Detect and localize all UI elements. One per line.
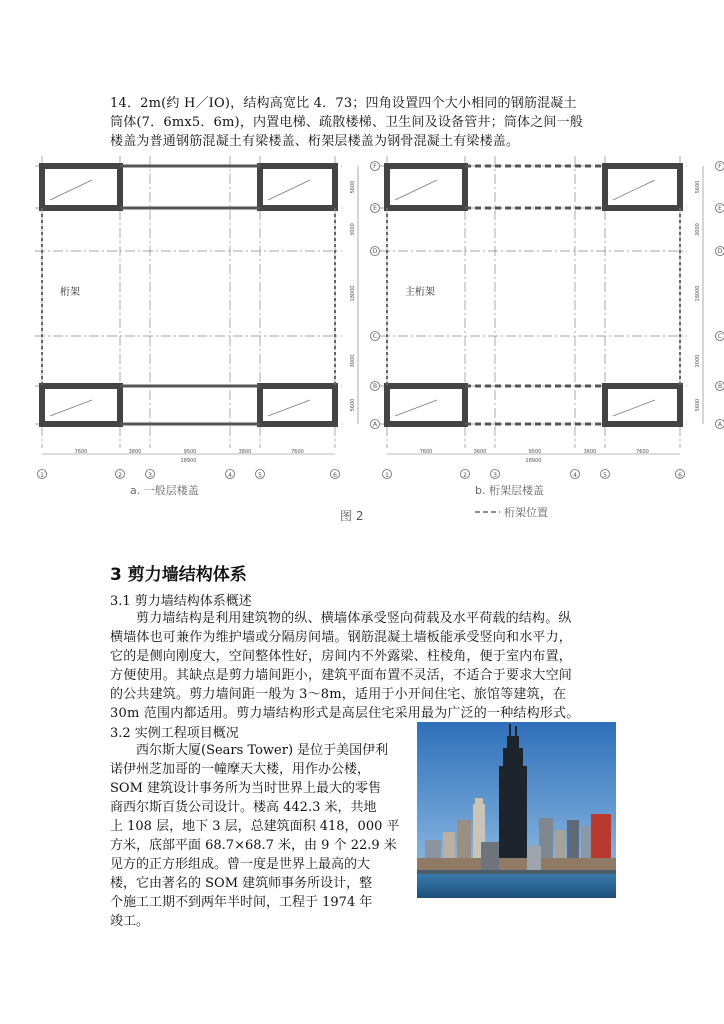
axis-label: 3 — [148, 472, 152, 479]
dimension-total: 28900 — [525, 458, 542, 464]
axis-label: C — [372, 333, 378, 340]
core-diagonal — [395, 400, 437, 416]
dimension-value: 5600 — [350, 398, 356, 412]
axis-label: E — [718, 205, 722, 212]
core-diagonal — [50, 400, 92, 416]
para1-line: 30m 范围内都适用。剪力墙结构形式是高层住宅采用最为广泛的一种结构形式。 — [110, 706, 580, 721]
dimension-value: 9500 — [528, 449, 542, 455]
axis-label: E — [373, 205, 377, 212]
para2-line: 个施工工期不到两年半时间，工程于 1974 年 — [110, 895, 373, 910]
axis-label: A — [717, 421, 723, 428]
dimension-value: 3000 — [695, 354, 701, 368]
sears-tower-photo — [417, 722, 616, 898]
para2-line: 方米，底部平面 68.7×68.7 米，由 9 个 22.9 米 — [110, 838, 397, 853]
axis-label: F — [373, 163, 377, 170]
dimension-value: 18000 — [695, 285, 701, 302]
axis-label: 2 — [118, 472, 122, 479]
subsection-3-1-title: 3.1 剪力墙结构体系概述 — [110, 594, 252, 609]
dimension-value: 9500 — [183, 449, 197, 455]
axis-label: 1 — [385, 472, 389, 479]
core-diagonal — [395, 180, 437, 200]
axis-label: D — [717, 248, 723, 255]
axis-label: 1 — [40, 472, 44, 479]
para1-line: 剪力墙结构是利用建筑物的纵、横墙体承受竖向荷载及水平荷载的结构。纵 — [136, 611, 572, 626]
dimension-value: 3600 — [473, 449, 487, 455]
dimension-value: 7600 — [636, 449, 649, 455]
axis-label: 5 — [258, 472, 262, 479]
dimension-value: 5600 — [695, 180, 701, 194]
core-tube — [42, 166, 120, 208]
paragraph-3-1 — [110, 609, 616, 723]
dimension-total: 28900 — [180, 458, 197, 464]
dimension-value: 3800 — [128, 449, 142, 455]
para2-line: 楼，它由著名的 SOM 建筑师事务所设计，整 — [110, 876, 373, 891]
floor-plan-figure — [30, 156, 723, 528]
para2-line: 竣工。 — [110, 914, 150, 929]
core-tube — [605, 166, 680, 208]
para2-line: 商西尔斯百货公司设计。楼高 442.3 米，共地 — [110, 800, 377, 815]
core-diagonal — [613, 180, 655, 200]
para1-line: 横墙体也可兼作为维护墙或分隔房间墙。钢筋混凝土墙板能承受竖向和水平力， — [110, 630, 573, 645]
dimension-value: 3000 — [350, 223, 356, 236]
truss-label: 主桁架 — [405, 287, 435, 298]
core-tube — [387, 166, 465, 208]
plan-caption: a. 一般层楼盖 — [130, 484, 199, 497]
para2-line: 上 108 层，地下 3 层，总建筑面积 418，000 平 — [110, 819, 400, 834]
dimension-value: 3800 — [238, 449, 252, 455]
axis-label: C — [717, 333, 723, 340]
para2-line: 诺伊州芝加哥的一幢摩天大楼，用作办公楼， — [110, 762, 371, 777]
figure-label: 图 2 — [340, 509, 364, 523]
core-diagonal — [613, 400, 655, 416]
dimension-value: 7600 — [291, 449, 304, 455]
dimension-value: 3000 — [695, 223, 701, 236]
para2-line: 西尔斯大厦(Sears Tower) 是位于美国伊利 — [136, 743, 389, 758]
axis-label: B — [717, 383, 723, 390]
dimension-value: 3600 — [583, 449, 597, 455]
axis-label: A — [372, 421, 378, 428]
core-tube — [42, 386, 120, 424]
core-diagonal — [268, 180, 310, 200]
axis-label: 4 — [228, 472, 232, 479]
axis-label: D — [372, 248, 378, 255]
intro-line: 筒体(7．6mx5．6m)，内置电梯、疏散楼梯、卫生间及设备管井；筒体之间一般 — [110, 115, 584, 130]
axis-label: 2 — [463, 472, 467, 479]
paragraph-3-2 — [110, 741, 408, 931]
para2-line: SOM 建筑设计事务所为当时世界上最大的零售 — [110, 781, 382, 796]
dimension-value: 5600 — [695, 398, 701, 412]
core-tube — [387, 386, 465, 424]
truss-label: 桁架 — [60, 287, 80, 298]
section-heading: 3 剪力墙结构体系 — [110, 565, 247, 585]
para1-line: 方便使用。其缺点是剪力墙间距小，建筑平面布置不灵活，不适合于要求大空间 — [110, 668, 573, 683]
dimension-value: 7600 — [74, 449, 88, 455]
intro-line: 14．2m(约 H／IO)，结构高宽比 4．73；四角设置四个大小相同的钢筋混凝土 — [110, 96, 577, 111]
axis-label: F — [718, 163, 722, 170]
plan-right — [380, 156, 724, 519]
intro-paragraph — [110, 94, 616, 151]
dimension-value: 5600 — [350, 180, 356, 194]
para1-line: 的公共建筑。剪力墙间距一般为 3～8m，适用于小开间住宅、旅馆等建筑，在 — [110, 687, 567, 702]
axis-label: 5 — [603, 472, 607, 479]
dimension-value: 7600 — [419, 449, 433, 455]
plan-left — [35, 156, 380, 497]
axis-label: 6 — [678, 472, 682, 479]
axis-label: B — [372, 383, 378, 390]
dimension-value: 18000 — [350, 285, 356, 302]
core-diagonal — [268, 400, 310, 416]
core-tube — [260, 166, 335, 208]
plan-caption: b. 桁架层楼盖 — [475, 484, 544, 497]
intro-line: 楼盖为普通钢筋混凝土有梁楼盖、桁架层楼盖为钢骨混凝土有梁楼盖。 — [110, 134, 520, 149]
para1-line: 它的是侧向刚度大，空间整体性好，房间内不外露梁、柱棱角，便于室内布置， — [110, 649, 573, 664]
axis-label: 4 — [573, 472, 577, 479]
axis-label: 6 — [333, 472, 337, 479]
subsection-3-2-title: 3.2 实例工程项目概况 — [110, 726, 239, 741]
core-diagonal — [50, 180, 92, 200]
para2-line: 见方的正方形组成。曾一度是世界上最高的大 — [110, 857, 371, 872]
dimension-value: 3000 — [350, 354, 356, 368]
legend-label: 桁架位置 — [504, 506, 548, 519]
axis-label: 3 — [493, 472, 497, 479]
